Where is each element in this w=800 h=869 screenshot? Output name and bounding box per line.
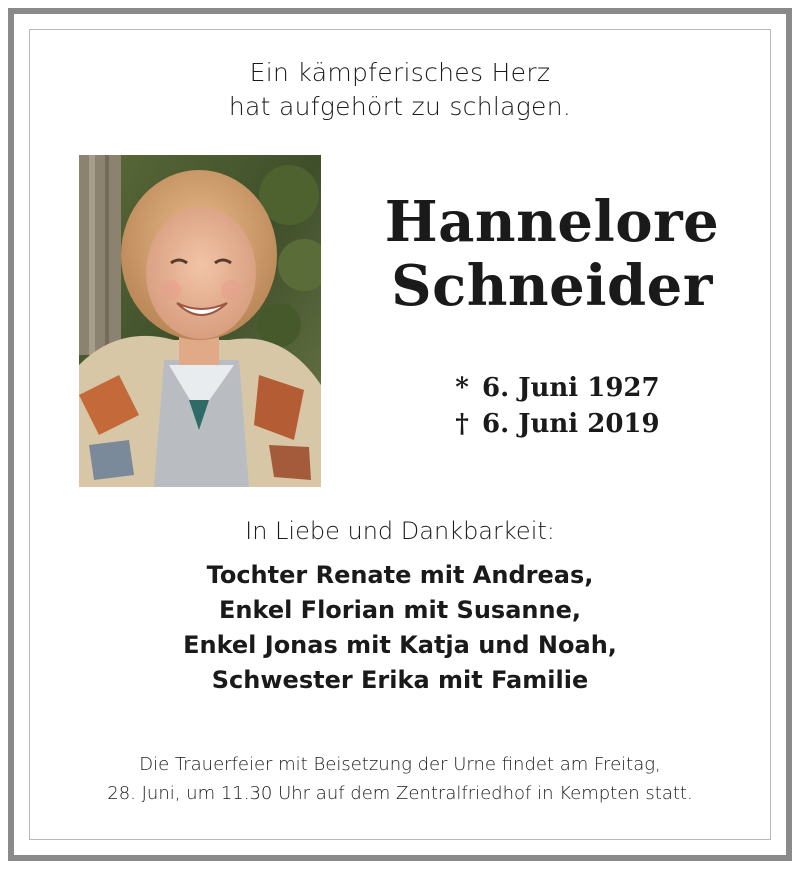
mourner: Tochter Renate mit Andreas,: [206, 561, 594, 589]
ceremony-line-1: Die Trauerfeier mit Beisetzung der Urne findet am Freitag,: [139, 754, 661, 775]
life-dates: [452, 370, 660, 442]
ceremony-line-2: 28. Juni, um 11.30 Uhr auf dem Zentralfriedhof in Kempten statt.: [107, 783, 693, 804]
birth-date: 6. Juni 1927: [482, 373, 660, 403]
mourner: Schwester Erika mit Familie: [211, 666, 589, 694]
motto-line-1: Ein kämpferisches Herz: [249, 58, 551, 87]
mourner: Enkel Jonas mit Katja und Noah,: [183, 631, 617, 659]
death-symbol: †: [455, 409, 469, 439]
mourner: Enkel Florian mit Susanne,: [219, 596, 581, 624]
death-date: 6. Juni 2019: [482, 409, 660, 439]
motto: [0, 56, 800, 124]
birth-symbol: *: [455, 373, 469, 403]
first-name: Hannelore: [384, 189, 720, 255]
portrait-photo: [79, 155, 321, 487]
birth-row: [452, 370, 660, 406]
thanks-line: In Liebe und Dankbarkeit:: [245, 517, 555, 545]
death-row: [452, 406, 660, 442]
mourners-list: [0, 558, 800, 698]
motto-line-2: hat aufgehört zu schlagen.: [228, 92, 572, 121]
last-name: Schneider: [391, 253, 713, 319]
deceased-name: [372, 190, 732, 318]
ceremony-info: [0, 750, 800, 808]
portrait-image: [79, 155, 321, 487]
